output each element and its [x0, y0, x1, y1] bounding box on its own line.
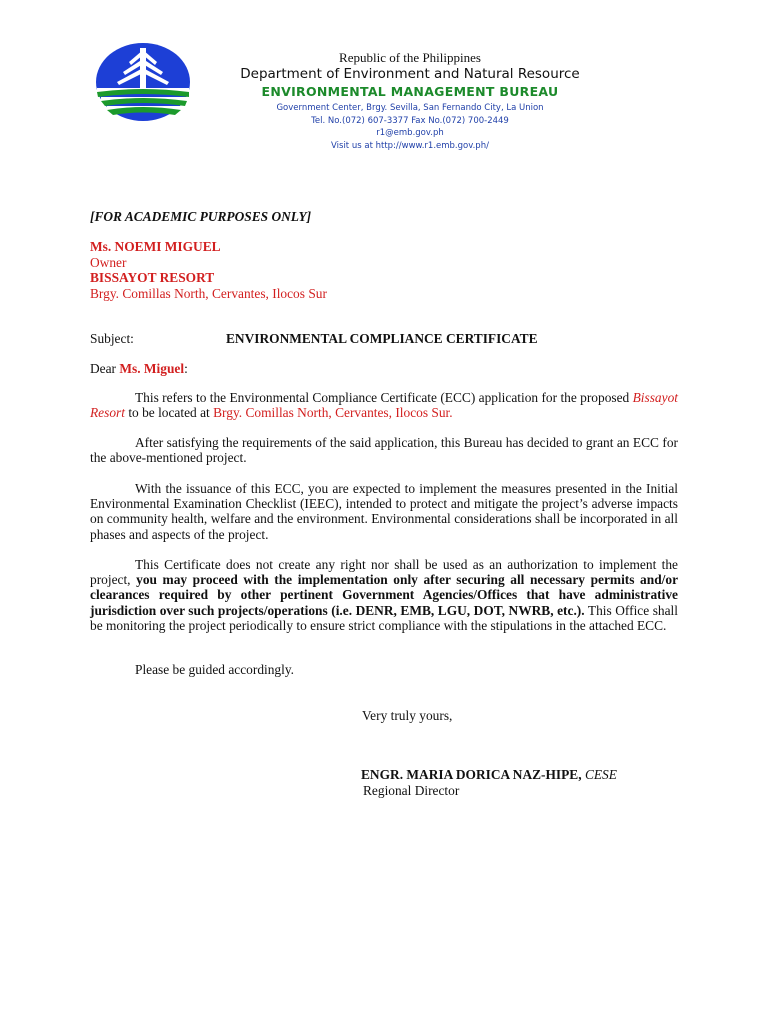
subject-text: ENVIRONMENTAL COMPLIANCE CERTIFICATE: [226, 331, 538, 346]
salutation: [90, 361, 188, 377]
republic-line: Republic of the Philippines: [339, 50, 481, 65]
bureau-line: ENVIRONMENTAL MANAGEMENT BUREAU: [261, 84, 559, 99]
paragraph-authorization: [90, 557, 678, 633]
recipient-name: Ms. NOEMI MIGUEL: [90, 239, 221, 254]
salutation-prefix: Dear: [90, 361, 120, 376]
paragraph-reference: [90, 390, 678, 420]
signatory-position: Regional Director: [363, 783, 460, 798]
department-line: Department of Environment and Natural Resource: [240, 66, 580, 82]
office-address: Government Center, Brgy. Sevilla, San Fernando City, La Union: [276, 103, 544, 113]
office-telfax: Tel. No.(072) 607-3377 Fax No.(072) 700-2449: [311, 116, 509, 126]
office-email[interactable]: r1@emb.gov.ph: [376, 128, 444, 138]
p4-bold-text: you may proceed with the implementation only after securing all necessary permits and/or clearances required by other pertinent Government Agencies/Offices that have administrative jurisdiction over such projects/operations (i.e. DENR, EMB, LGU, DOT, NWRB, etc.).: [90, 572, 679, 618]
signatory-suffix: CESE: [584, 767, 617, 782]
p1-text-a: This refers to the Environmental Compliance Certificate (ECC) application for the proposed: [135, 390, 633, 405]
office-website[interactable]: Visit us at http://www.r1.emb.gov.ph/: [331, 141, 489, 151]
salutation-name: Ms. Miguel: [119, 361, 185, 376]
paragraph-grant: After satisfying the requirements of the said application, this Bureau has decided to grant an ECC for the above-mentioned project.: [90, 435, 678, 466]
denr-logo: [95, 42, 191, 122]
p1-location: Brgy. Comillas North, Cervantes, Ilocos Sur.: [213, 405, 453, 421]
recipient-address: Brgy. Comillas North, Cervantes, Ilocos Sur: [90, 286, 327, 301]
signatory-name: ENGR. MARIA DORICA NAZ-HIPE,: [361, 767, 585, 782]
signatory-name-line: [361, 767, 617, 783]
paragraph-guidance: Please be guided accordingly.: [135, 662, 295, 677]
p1-project-name: Bissayot Resort: [90, 390, 678, 421]
p1-text-b: to be located at: [124, 405, 214, 421]
p4-text-b: This Office shall be monitoring the project periodically to ensure strict compliance with the stipulations in the attached ECC.: [90, 602, 678, 633]
academic-notice: [FOR ACADEMIC PURPOSES ONLY]: [90, 209, 312, 224]
recipient-title: Owner: [90, 255, 127, 270]
salutation-suffix: :: [184, 361, 188, 376]
closing: Very truly yours,: [362, 708, 453, 723]
paragraph-measures: With the issuance of this ECC, you are expected to implement the measures presented in the Initial Environmental Examination Checklist (IEEC), intended to protect and mitigate the project’s adverse impacts on community health, welfare and the environment. Environmental considerations shall be incorporated in all phases and aspects of the project.: [90, 481, 678, 542]
p4-text-a: This Certificate does not create any right nor shall be used as an authorization to implement the project,: [90, 557, 678, 588]
recipient-company: BISSAYOT RESORT: [90, 270, 215, 285]
subject-label: Subject:: [90, 331, 134, 346]
